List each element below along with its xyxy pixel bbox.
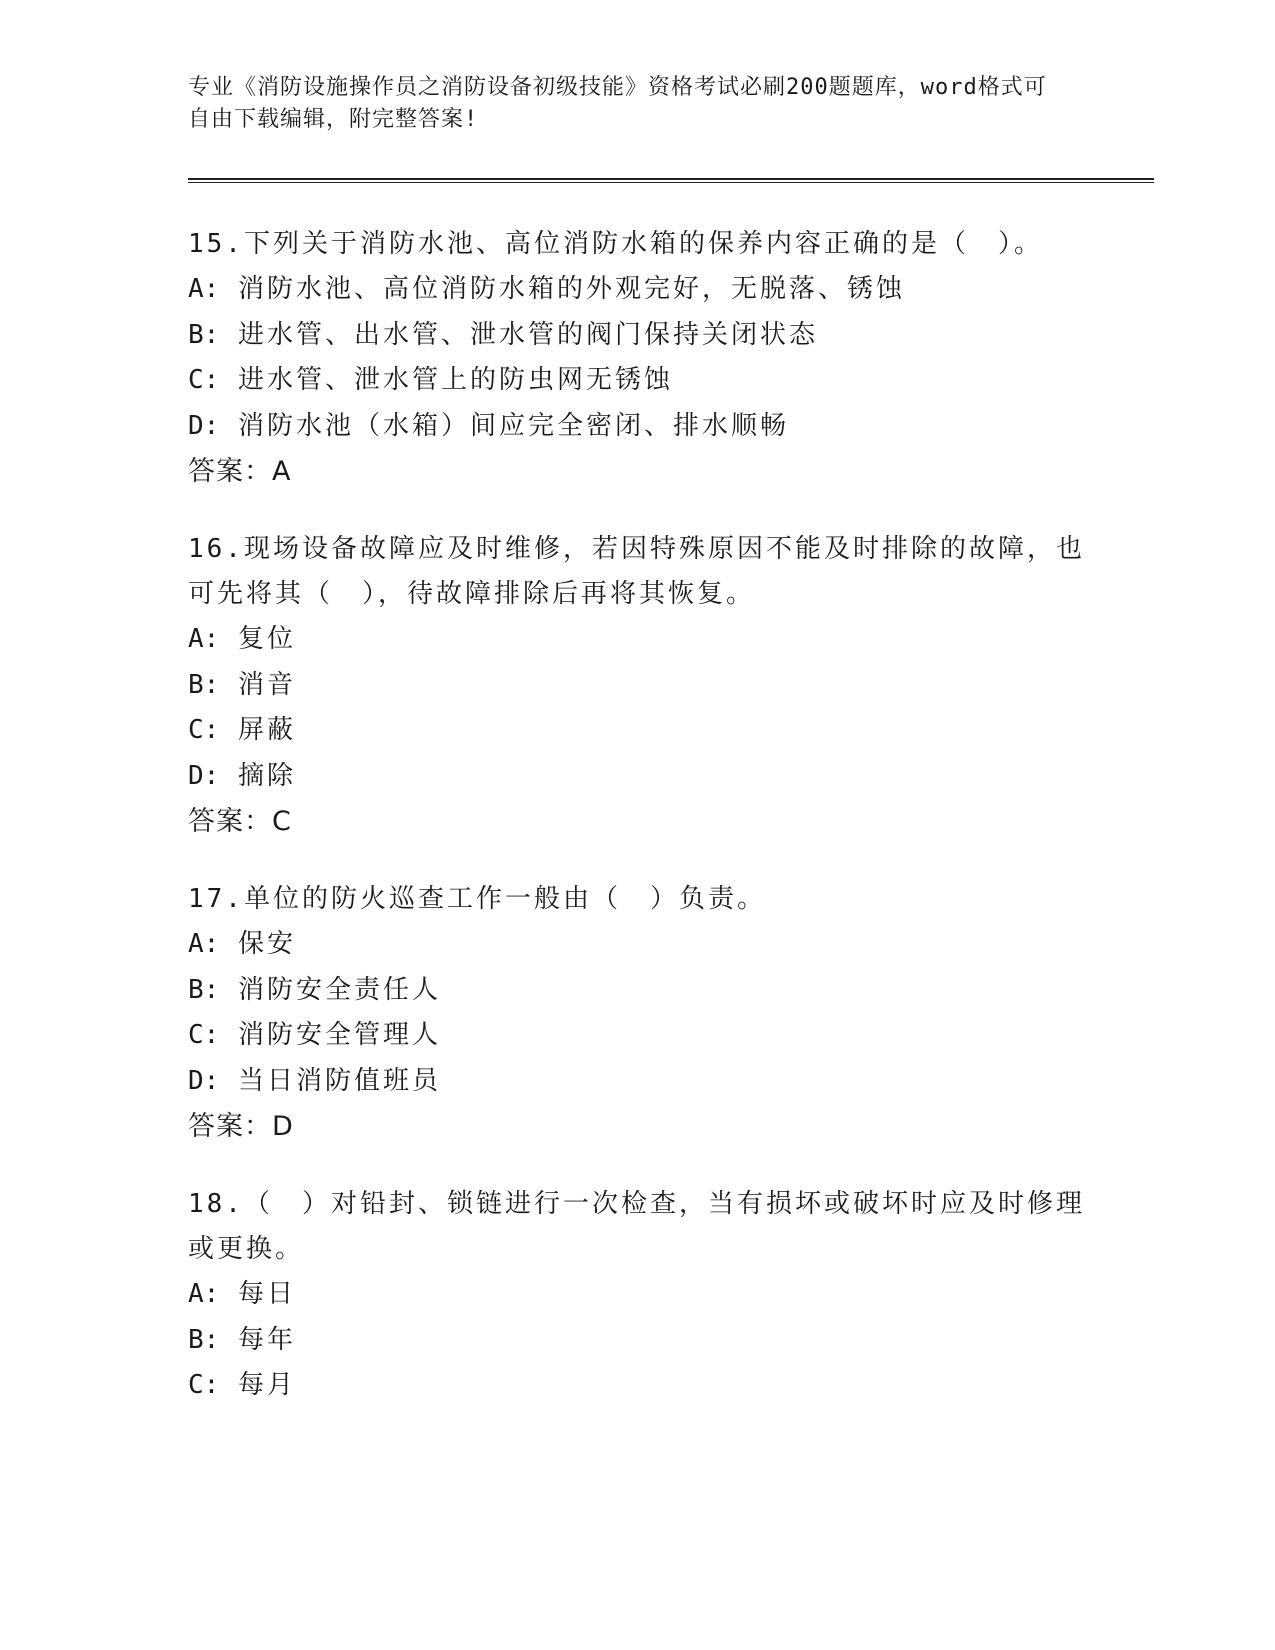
- option-b: B: 每年: [188, 1324, 296, 1355]
- header-rule-thin: [188, 182, 1154, 183]
- question-stem: 17.单位的防火巡查工作一般由（ ）负责。: [188, 884, 766, 914]
- option-b: B: 消音: [188, 669, 296, 700]
- question-18: [188, 1182, 1088, 1409]
- document-header: 专业《消防设施操作员之消防设备初级技能》资格考试必刷200题题库，word格式可自由下载编辑，附完整答案!: [188, 75, 1047, 132]
- option-b: B: 消防安全责任人: [188, 974, 441, 1005]
- option-d: D: 消防水池（水箱）间应完全密闭、排水顺畅: [188, 410, 789, 441]
- question-stem: 15.下列关于消防水池、高位消防水箱的保养内容正确的是（ ）。: [188, 229, 1043, 259]
- answer: 答案：A: [188, 456, 292, 487]
- option-d: D: 当日消防值班员: [188, 1065, 441, 1096]
- option-d: D: 摘除: [188, 760, 296, 791]
- question-stem: 16.现场设备故障应及时维修，若因特殊原因不能及时排除的故障，也可先将其（ ），待故障排除后再将其恢复。: [188, 534, 1085, 609]
- answer: 答案：C: [188, 806, 292, 837]
- option-c: C: 进水管、泄水管上的防虫网无锈蚀: [188, 365, 673, 395]
- option-a: A: 消防水池、高位消防水箱的外观完好，无脱落、锈蚀: [188, 274, 905, 304]
- option-c: C: 屏蔽: [188, 715, 296, 745]
- option-c: C: 消防安全管理人: [188, 1020, 441, 1050]
- answer: 答案：D: [188, 1111, 294, 1142]
- option-a: A: 复位: [188, 624, 296, 654]
- question-stem: 18.（ ）对铅封、锁链进行一次检查，当有损坏或破坏时应及时修理或更换。: [188, 1189, 1085, 1264]
- option-b: B: 进水管、出水管、泄水管的阀门保持关闭状态: [188, 319, 818, 350]
- question-15: [188, 222, 1088, 495]
- option-a: A: 保安: [188, 929, 296, 959]
- question-16: [188, 527, 1088, 845]
- option-c: C: 每月: [188, 1370, 296, 1400]
- option-a: A: 每日: [188, 1279, 296, 1309]
- question-17: [188, 877, 1088, 1150]
- header-rule-thick: [188, 178, 1154, 180]
